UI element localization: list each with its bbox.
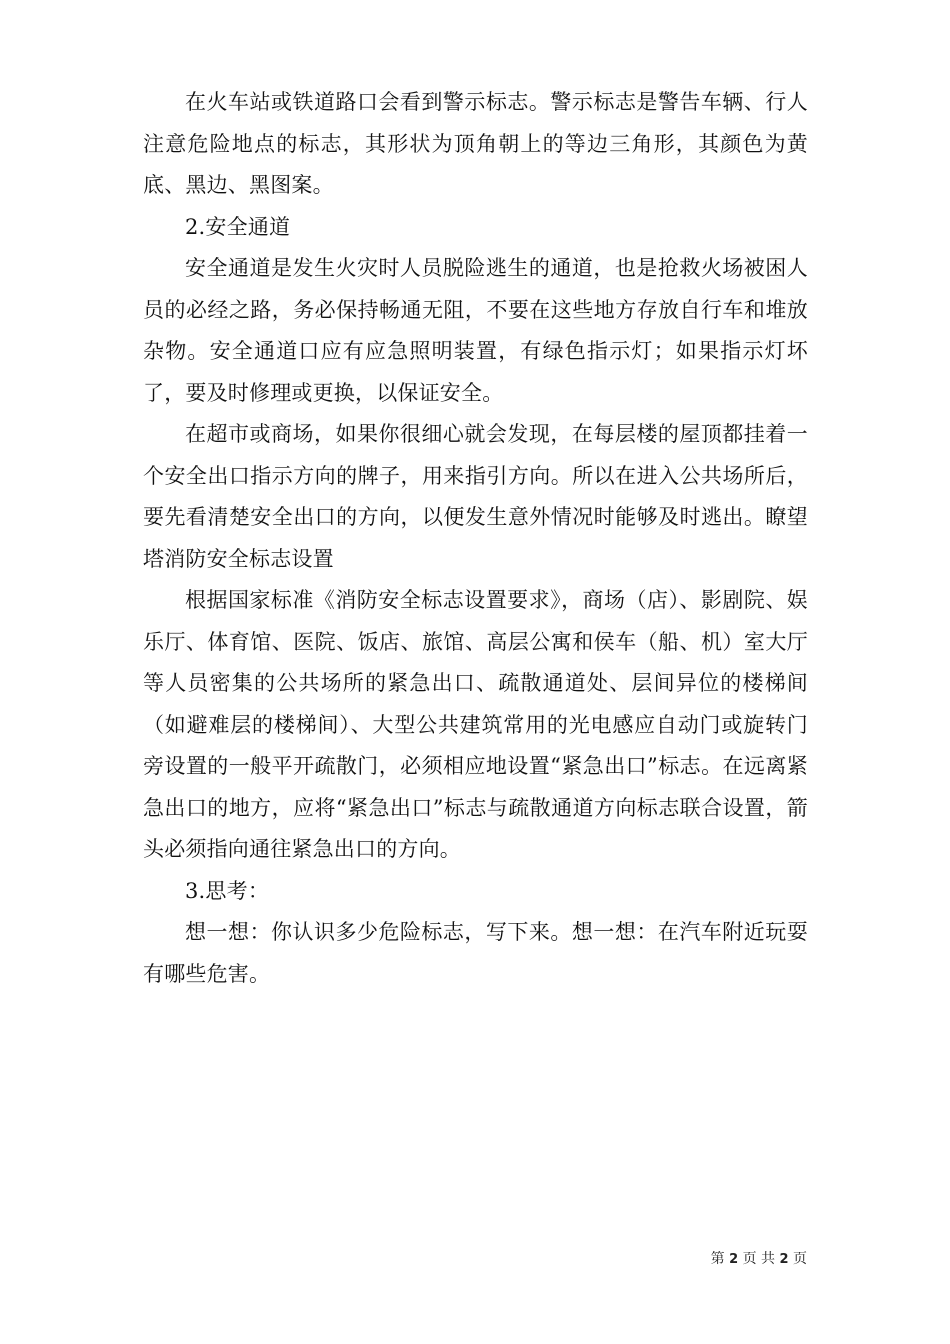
paragraph-questions: 想一想：你认识多少危险标志，写下来。想一想：在汽车附近玩耍有哪些危害。 — [143, 920, 808, 986]
document-body — [143, 82, 808, 995]
paragraph-safety-passage: 安全通道是发生火灾时人员脱险逃生的通道，也是抢救火场被困人员的必经之路，务必保持畅通无阻，不要在这些地方存放自行车和堆放杂物。安全通道口应有应急照明装置，有绿色指示灯；如果指示灯坏了，要及时修理或更换，以保证安全。 — [143, 256, 808, 405]
footer-prefix: 第 — [710, 1251, 725, 1267]
paragraph-national-standard: 根据国家标准《消防安全标志设置要求》，商场（店）、影剧院、娱乐厅、体育馆、医院、饭店、旅馆、高层公寓和侯车（船、机）室大厅等人员密集的公共场所的紧急出口、疏散通道处、层间异位的楼梯间（如避难层的楼梯间）、大型公共建筑常用的光电感应自动门或旋转门旁设置的一般平开疏散门，必须相应地设置“紧急出口”标志。在远离紧急出口的地方，应将“紧急出口”标志与疏散通道方向标志联合设置，箭头必须指向通往紧急出口的方向。 — [143, 588, 808, 861]
section-heading-safety-passage: 2.安全通道 — [185, 214, 291, 239]
page-footer — [711, 1248, 807, 1268]
paragraph-exit-signs: 在超市或商场，如果你很细心就会发现，在每层楼的屋顶都挂着一个安全出口指示方向的牌子，用来指引方向。所以在进入公共场所后，要先看清楚安全出口的方向，以便发生意外情况时能够及时逃出。瞭望塔消防安全标志设置 — [143, 422, 808, 571]
footer-middle: 页 共 — [742, 1251, 776, 1267]
footer-current-page: 2 — [729, 1252, 739, 1267]
section-heading-thinking: 3.思考： — [185, 878, 270, 903]
footer-total-pages: 2 — [779, 1252, 789, 1267]
paragraph-warning-signs: 在火车站或铁道路口会看到警示标志。警示标志是警告车辆、行人注意危险地点的标志，其形状为顶角朝上的等边三角形，其颜色为黄底、黑边、黑图案。 — [143, 90, 808, 197]
footer-suffix: 页 — [793, 1251, 807, 1267]
